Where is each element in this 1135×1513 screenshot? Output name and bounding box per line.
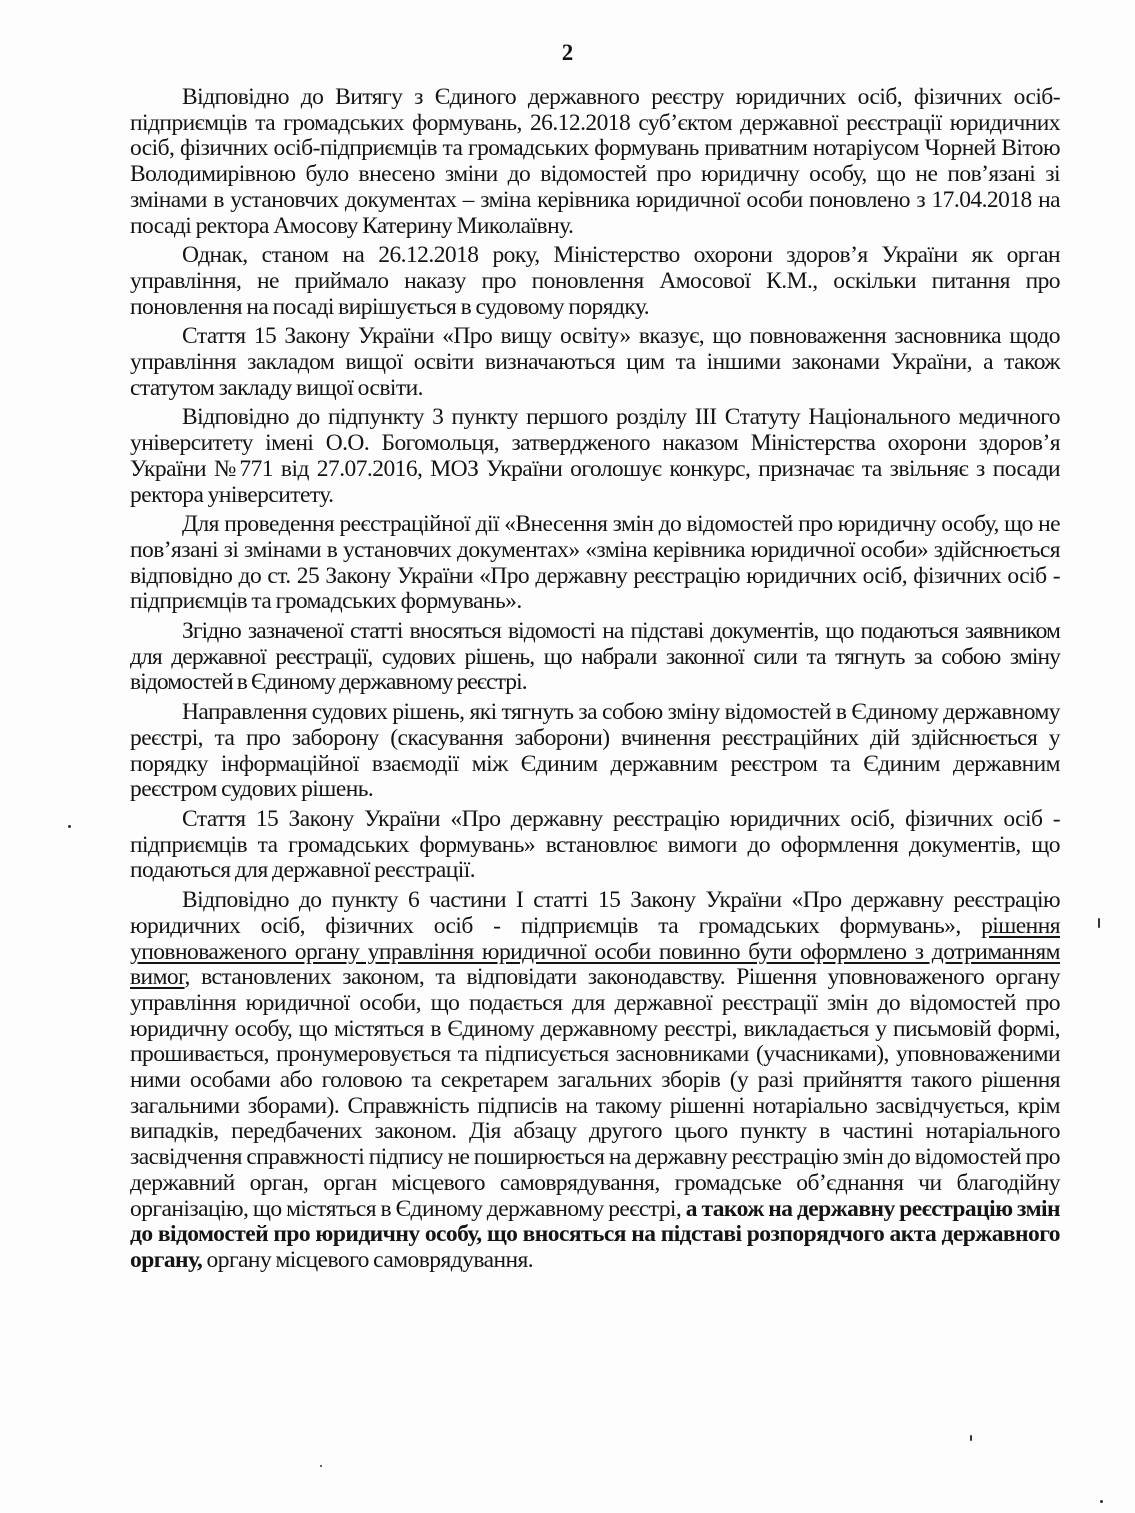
paragraph-registration-action: [130, 512, 1060, 615]
paragraph-court-decisions: [130, 700, 1060, 803]
document-body: [130, 85, 1060, 1278]
bold-text: а також на державну реєстрацію змін до відомостей про юридичну особу, що вносяться на підставі розпорядчого акта державного органу,: [130, 1195, 1060, 1273]
paragraph-text: , встановлених законом, та відповідати законодавству. Рішення уповноваженого органу управління юридичної особи, що подається для державної реєстрації змін до відомостей про юридичну особу, що містяться в Єдиному державному реєстрі, викладається у письмовій формі, прошивається, пронумеровується та підписується засновниками (учасниками), уповноваженими ними особами або головою та секретарем загальних зборів (у разі прийняття такого рішення загальними зборами). Справжність підписів на такому рішенні нотаріально засвідчується, крім випадків, передбачених законом. Дія абзацу другого цього пункту в частині нотаріального засвідчення справжності підпису не поширюється на державну реєстрацію змін до відомостей про державний орган, орган місцевого самоврядування, громадське об’єднання чи благодійну організацію, що містяться в Єдиному державному реєстрі,: [130, 964, 1060, 1222]
underlined-text: рішення уповноваженого органу управління юридичної особи повинно бути оформлено з дотриманням вимог: [130, 912, 1060, 991]
page-number: 2: [561, 40, 574, 65]
scan-speck: [970, 1435, 972, 1441]
paragraph-text: органу місцевого самоврядування.: [202, 1246, 534, 1273]
paragraph-text: Направлення судових рішень, які тягнуть за собою зміну відомостей в Єдиному державному реєстрі, та про заборону (скасування заборони) вчинення реєстраційних дій здійснюється у порядку інформаційної взаємодії між Єдиним державним реєстром та Єдиним державним реєстром судових рішень.: [130, 699, 1060, 803]
scan-speck: [1100, 1500, 1103, 1503]
paragraph-text: Відповідно до Витягу з Єдиного державного реєстру юридичних осіб, фізичних осіб-підприємців та громадських формувань, 26.12.2018 суб’єктом державної реєстрації юридичних осіб, фізичних осіб-підприємців та громадських формувань приватним нотаріусом Чорней Вітою Володимирівною було внесено зміни до відомостей про юридичну особу, що не пов’язані зі змінами в установчих документах – зміна керівника юридичної особи поновлено з 17.04.2018 на посаді ректора Амосову Катерину Миколаївну.: [130, 84, 1060, 239]
paragraph-text: Відповідно до підпункту 3 пункту першого розділу III Статуту Національного медичного університету імені О.О. Богомольця, затвердженого наказом Міністерства охорони здоров’я України №771 від 27.07.2016, МОЗ України оголошує конкурс, призначає та звільняє з посади ректора університету.: [130, 404, 1060, 508]
paragraph-text: Для проведення реєстраційної дії «Внесення змін до відомостей про юридичну особу, що не пов’язані зі змінами в установчих документах» «зміна керівника юридичної особи» здійснюється відповідно до ст. 25 Закону України «Про державну реєстрацію юридичних осіб, фізичних осіб - підприємців та громадських формувань».: [130, 511, 1060, 615]
paragraph-text: Стаття 15 Закону України «Про вищу освіту» вказує, що повноваження засновника щодо управління закладом вищої освіти визначаються цим та іншими законами України, а також статутом закладу вищої освіти.: [130, 323, 1060, 401]
paragraph-text: Стаття 15 Закону України «Про державну реєстрацію юридичних осіб, фізичних осіб - підприємців та громадських формувань» встановлює вимоги до оформлення документів, що подаються для державної реєстрації.: [130, 805, 1060, 884]
paragraph-ministry-no-order: [130, 243, 1060, 320]
paragraph-higher-education-law: [130, 324, 1060, 401]
scan-speck: [320, 1465, 322, 1467]
paragraph-article-basis: [130, 619, 1060, 696]
paragraph-text: Згідно зазначеної статті вносяться відомості на підставі документів, що подаються заявником для державної реєстрації, судових рішень, що набрали законної сили та тягнуть за собою зміну відомостей в Єдиному державному реєстрі.: [130, 618, 1060, 696]
paragraph-article-15-requirements: [130, 807, 1060, 884]
scan-speck: [1098, 918, 1100, 928]
paragraph-decision-requirements: [130, 888, 1060, 1274]
scan-speck: [68, 825, 71, 828]
paragraph-registry-extract: [130, 85, 1060, 239]
paragraph-text: Однак, станом на 26.12.2018 року, Міністерство охорони здоров’я України як орган управління, не приймало наказу про поновлення Амосової К.М., оскільки питання про поновлення на посаді вирішується в судовому порядку.: [130, 242, 1060, 320]
paragraph-text: Відповідно до пункту 6 частини I статті 15 Закону України «Про державну реєстрацію юридичних осіб, фізичних осіб - підприємців та громадських формувань»,: [130, 887, 1060, 939]
paragraph-university-statute: [130, 405, 1060, 508]
